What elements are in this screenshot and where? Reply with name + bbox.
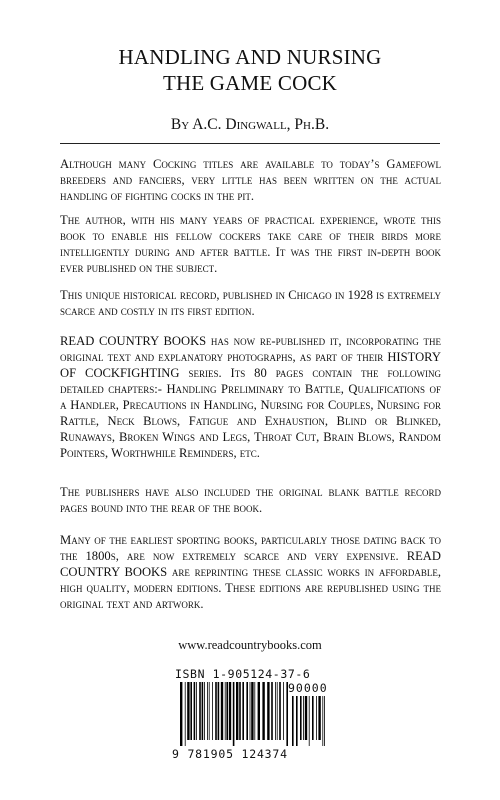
paragraph-intro: Although many Cocking titles are available to today’s Gamefowl breeders and fanciers, very little has been written on the actual handling of fighting cocks in the pit. bbox=[60, 157, 441, 203]
barcode-bar bbox=[233, 682, 235, 746]
barcode-bar bbox=[196, 682, 197, 740]
barcode-bar bbox=[267, 682, 269, 740]
barcode-bar bbox=[300, 696, 302, 740]
barcode-bar bbox=[250, 682, 251, 740]
barcode-bar bbox=[180, 682, 182, 746]
barcode-bar bbox=[194, 682, 196, 740]
barcode-bar bbox=[277, 682, 278, 740]
barcode-bar bbox=[303, 696, 304, 740]
barcode-bar bbox=[286, 682, 288, 746]
barcode-bar bbox=[254, 682, 255, 740]
barcode-bar bbox=[324, 696, 325, 746]
barcode-bar bbox=[229, 682, 231, 740]
barcode-bar bbox=[279, 682, 281, 740]
barcode-bar bbox=[312, 696, 314, 740]
author-line: By A.C. Dingwall, Ph.B. bbox=[170, 116, 330, 133]
ean-number-text: 9 781905 124374 bbox=[172, 747, 288, 761]
book-title bbox=[0, 44, 500, 96]
barcode-bar bbox=[226, 682, 228, 740]
title-line-1: HANDLING AND NURSING bbox=[118, 45, 382, 69]
paragraph-battle-records: The publishers have also included the original blank battle record pages bound into the rear of the book. bbox=[60, 485, 441, 515]
barcode-bar bbox=[296, 696, 298, 746]
barcode-bar bbox=[218, 682, 220, 740]
barcode-bar bbox=[246, 682, 248, 740]
publisher-website[interactable]: www.readcountrybooks.com bbox=[178, 638, 322, 652]
paragraph-reprints: Many of the earliest sporting books, particularly those dating back to the 1800s, are now extremely scarce and very expensive. READ COUNTRY BOOKS are reprinting these classic works in affordable, high quality, modern editions. These editions are republished using the original text and artwork. bbox=[60, 533, 441, 611]
barcode-bar bbox=[239, 682, 241, 740]
price-code-text: 90000 bbox=[288, 681, 328, 695]
barcode-bar bbox=[305, 696, 307, 740]
barcode-bar bbox=[318, 696, 320, 740]
barcode-bar bbox=[209, 682, 210, 740]
barcode-bar bbox=[212, 682, 213, 740]
barcode-bar bbox=[190, 682, 192, 740]
barcode-bar bbox=[262, 682, 264, 740]
price-addon-bars bbox=[292, 696, 326, 746]
barcode-bar bbox=[242, 682, 244, 740]
paragraph-author: The author, with his many years of practical experience, wrote this book to enable his fellow cockers take care of their birds more intelligently during and after battle. It was the first in-depth book ever published on the subject. bbox=[60, 213, 441, 275]
barcode-bar bbox=[204, 682, 205, 740]
barcode-bar bbox=[316, 696, 317, 740]
barcode-bar bbox=[236, 682, 238, 740]
barcode-bar bbox=[309, 696, 310, 746]
barcode-bar bbox=[292, 696, 294, 746]
barcode-bar bbox=[258, 682, 260, 740]
ean-barcode-bars bbox=[180, 682, 288, 746]
paragraph-history: This unique historical record, published in Chicago in 1928 is extremely scarce and costly in its first edition. bbox=[60, 288, 441, 318]
barcode-bar bbox=[199, 682, 201, 740]
barcode-bar bbox=[251, 682, 253, 740]
title-line-2: THE GAME COCK bbox=[162, 71, 338, 95]
barcode-bar bbox=[225, 682, 226, 740]
barcode-bar bbox=[215, 682, 217, 740]
barcode-bar bbox=[185, 682, 186, 746]
isbn-text: ISBN 1-905124-37-6 bbox=[175, 667, 311, 681]
divider bbox=[60, 143, 440, 144]
barcode-bar bbox=[322, 696, 323, 746]
barcode-bar bbox=[271, 682, 273, 740]
barcode-bar bbox=[283, 682, 284, 740]
barcode-bar bbox=[275, 682, 276, 740]
barcode-bar bbox=[202, 682, 204, 740]
barcode-bar bbox=[187, 682, 189, 740]
barcode-bar bbox=[221, 682, 223, 740]
paragraph-contents: READ COUNTRY BOOKS has now re-published it, incorporating the original text and explanatory photographs, as part of their HISTORY OF COCKFIGHTING series. Its 80 pages contain the following detailed chapters:- Handling Preliminary to Battle, Qualifications of a Handler, Precautions in Handling, Nursing for Couples, Nursing for Rattle, Neck Blows, Fatigue and Exhaustion, Blind or Blinked, Runaways, Broken Wings and Legs, Throat Cut, Brain Blows, Random Pointers, Worthwhile Reminders, etc. bbox=[60, 334, 441, 460]
barcode-bar bbox=[207, 682, 208, 740]
